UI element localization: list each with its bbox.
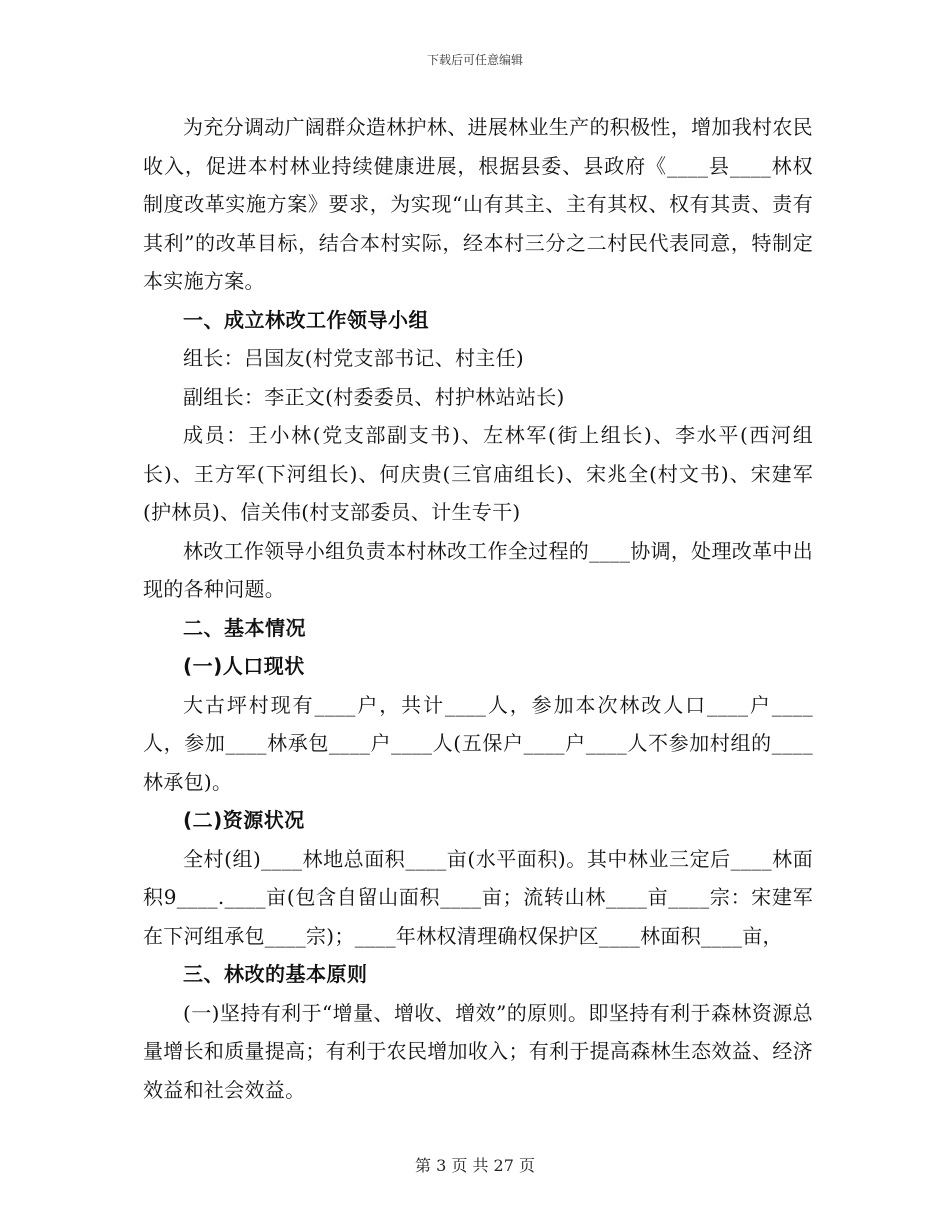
page-footer: 第 3 页 共 27 页	[415, 1156, 535, 1175]
section-heading-3: 三、林改的基本原则	[183, 962, 368, 986]
deputy-leader-line: 副组长：李正文(村委委员、村护林站站长)	[183, 384, 565, 409]
members-paragraph: 成员：王小林(党支部副支书)、左林军(街上组长)、李水平(西河组长)、王方军(下河组长)、何庆贵(三官庙组长)、宋兆全(村文书)、宋建军(护林员)、信关伟(村支部委员、计生专干)	[143, 423, 813, 524]
resources-paragraph: 全村(组)____林地总面积____亩(水平面积)。其中林业三定后____林面积9____.____亩(包含自留山面积____亩；流转山林____亩____宗：宋建军在下河组承包____宗)；____年林权清理确权保护区____林面积____亩，	[143, 846, 813, 948]
principle-paragraph-1: (一)坚持有利于“增量、增收、增效”的原则。即坚持有利于森林资源总量增长和质量提高；有利于农民增加收入；有利于提高森林生态效益、经济效益和社会效益。	[143, 1000, 813, 1102]
leader-line: 组长：吕国友(村党支部书记、村主任)	[183, 346, 525, 370]
subsection-heading-resources: (二)资源状况	[183, 808, 305, 832]
group-duty-paragraph: 林改工作领导小组负责本村林改工作全过程的____协调，处理改革中出现的各种问题。	[143, 538, 813, 601]
subsection-heading-population: (一)人口现状	[183, 654, 305, 678]
section-heading-2: 二、基本情况	[183, 615, 306, 640]
population-paragraph: 大古坪村现有____户，共计____人，参加本次林改人口____户____人，参加____林承包____户____人(五保户____户____人不参加村组的____林承包)。	[143, 692, 813, 794]
document-body	[143, 108, 813, 1109]
page-header: 下载后可任意编辑	[426, 53, 523, 67]
intro-paragraph: 为充分调动广阔群众造林护林、进展林业生产的积极性，增加我村农民收入，促进本村林业持续健康进展，根据县委、县政府《____县____林权制度改革实施方案》要求，为实现“山有其主、主有其权、权有其责、责有其利”的改革目标，结合本村实际，经本村三分之二村民代表同意，特制定本实施方案。	[143, 115, 813, 293]
section-heading-1: 一、成立林改工作领导小组	[183, 307, 429, 332]
